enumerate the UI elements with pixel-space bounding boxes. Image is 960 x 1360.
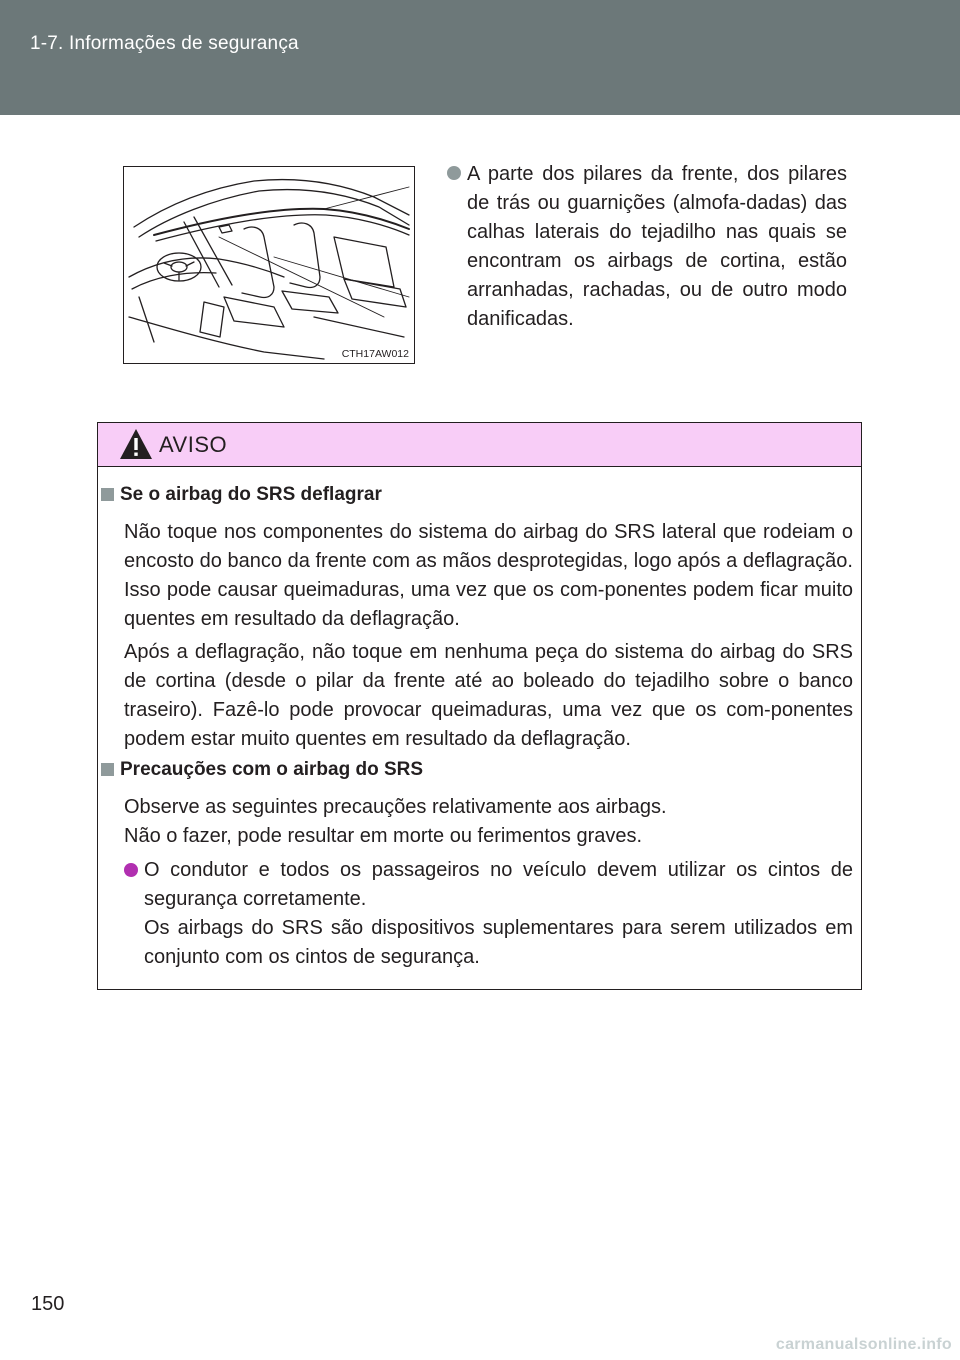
intro-line-1: Observe as seguintes precauções relativamente aos airbags. <box>124 796 667 818</box>
warning-header <box>98 423 861 467</box>
car-interior-curtain-airbag-icon <box>124 167 414 363</box>
sub-bullet-item <box>124 856 853 972</box>
sub-bullet-text <box>144 856 853 972</box>
paragraph-intro <box>124 793 853 851</box>
paragraph-1: Não toque nos componentes do sistema do airbag do SRS lateral que rodeiam o encosto do banco da frente com as mãos desprotegidas, logo após a deflagração. Isso pode causar queimaduras, uma vez que os com-ponentes podem ficar muito quentes em resultado da deflagração. <box>124 521 853 630</box>
section-heading-text: Se o airbag do SRS deflagrar <box>120 484 382 505</box>
section-title-header: 1-7. Informações de segurança <box>30 33 299 54</box>
section-heading-deflagrar <box>101 484 382 506</box>
warning-triangle-icon <box>118 427 154 461</box>
page-header <box>0 0 960 115</box>
sub-bullet-line-2: Os airbags do SRS são dispositivos suplementares para serem utilizados em conjunto com os cintos de segurança. <box>144 917 853 968</box>
car-interior-illustration <box>123 166 415 364</box>
paragraph-2: Após a deflagração, não toque em nenhuma peça do sistema do airbag do SRS de cortina (desde o pilar da frente até ao boleado do tejadilho sobre o banco traseiro). Fazê-lo pode provocar queimaduras, uma vez que os com-ponentes podem estar muito quentes em resultado da deflagração. <box>124 641 853 750</box>
intro-line-2: Não o fazer, pode resultar em morte ou ferimentos graves. <box>124 825 643 847</box>
bullet-dot-icon <box>447 166 461 180</box>
top-bullet-item <box>447 160 847 334</box>
section-heading-precaucoes <box>101 759 423 781</box>
section-heading-text: Precauções com o airbag do SRS <box>120 759 424 780</box>
figure-code: CTH17AW012 <box>341 348 409 360</box>
square-bullet-icon <box>101 763 114 776</box>
warning-box <box>97 422 862 990</box>
watermark-text: carmanualsonline.info <box>775 1336 952 1353</box>
page-number: 150 <box>31 1293 65 1315</box>
square-bullet-icon <box>101 488 114 501</box>
bullet-dot-icon <box>124 863 138 877</box>
warning-label: AVISO <box>159 432 228 457</box>
top-bullet-text: A parte dos pilares da frente, dos pilares de trás ou guarnições (almofa-dadas) das calhas laterais do tejadilho nas quais se encontram os airbags de cortina, estão arranhadas, rachadas, ou de outro modo danificadas. <box>467 163 847 330</box>
sub-bullet-line-1: O condutor e todos os passageiros no veículo devem utilizar os cintos de segurança corretamente. <box>144 859 853 910</box>
